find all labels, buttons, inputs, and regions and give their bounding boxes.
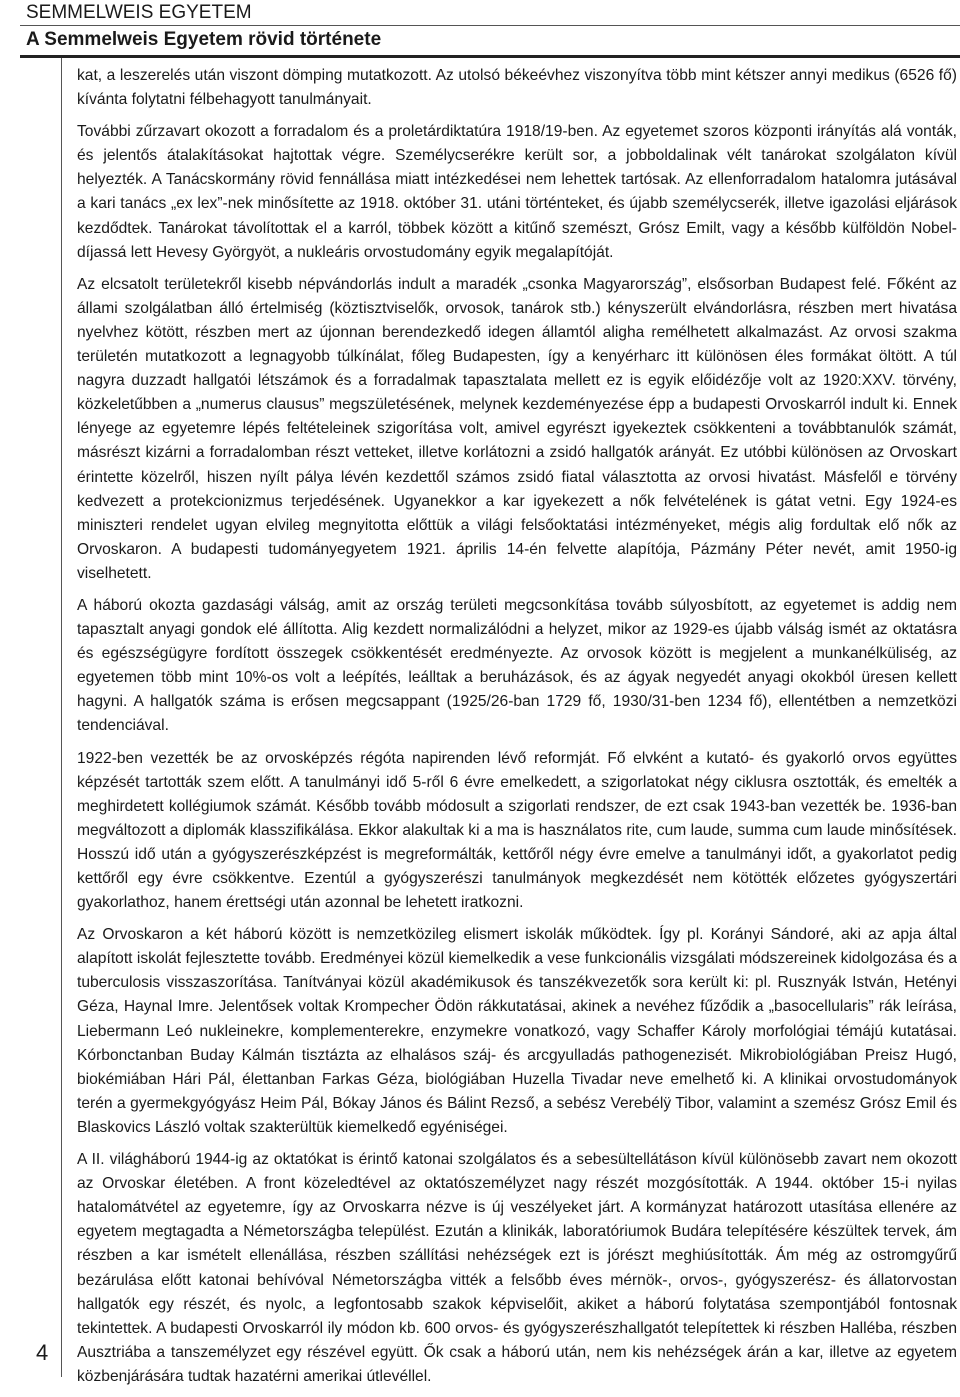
page-header — [0, 0, 960, 60]
paragraph: További zűrzavart okozott a forradalom és a proletárdiktatúra 1918/19-ben. Az egyetemet szoros központi irányítás alá vonták, és jelentős átalakításokat hajtottak végre. Személycserékre került sor, a jobboldalinak vélt tanárokat szolgálaton kívül helyezték. A Tanácskormány rövid fennállása miatt intézkedései nem lehettek tartósak. Az ellenforradalom hatalomra jutásával a kari tanács „ex lex”-nek minősítette az 1918. október 31. utáni történteket, és újabb személycserék, illetve igazolási eljárások kezdődtek. Tanárokat távolítottak el a karról, többek között a kitűnő szemészt, Grósz Emilt, vagy a később külföldön Nobel-díjassá lett Hevesy Györgyöt, a nukleáris orvostudomány egyik megalapítóját. — [77, 123, 957, 261]
body-text — [77, 64, 957, 1397]
paragraph: A háború okozta gazdasági válság, amit az ország területi megcsonkítása tovább súlyosbított, az egyetemet is addig nem tapasztalt anyagi gondok elé állította. Alig kezdett normalizálódni a helyzet, mikor az 1929-es újabb válság ismét az oktatásra és egészségügyre fordított összegek csökkentését eredményezte. Az orvosok között is megjelent a munkanélküliség, az egyetemen több mint 10%-os volt a leépítés, leálltak a beruházások, és az ágyak negyedét anyagi okokból üresen kellett hagyni. A hallgatók száma is erősen megcsappant (1925/26-ban 1729 fő, 1930/31-ben 1234 fő), ellentétben a nemzetközi tendenciával. — [77, 596, 957, 735]
section-title: A Semmelweis Egyetem rövid története — [26, 29, 382, 50]
paragraph: Az elcsatolt területekről kisebb népvándorlás indult a maradék „csonka Magyarország”, elsősorban Budapest felé. Főként az állami szolgálatban álló értelmiség (köztisztviselők, orvosok, tanárok stb.) kényszerült elvándorlásra, részben mert hivatása nyelvhez kötött, részben mert az újonnan berendezkedő idegen államtól aligha remélhetett alkalmazást. Az orvosi szakma területén mutatkozott a legnagyobb túlkínálat, főleg Budapesten, így a kenyérharc itt különösen éles formákat öltött. A túl nagyra duzzadt hallgatói létszámok és a forradalmak tapasztalata mellett ez is egyik előidézője volt az 1920:XXV. törvény, közkeletűbben a „numerus clausus” megszületésének, melynek kezdeményezése épp a budapesti Orvoskarról indult ki. Ennek lényege az egyetemre lépés feltételeinek szigorítása volt, amivel egyrészt igyekeztek csökkenteni a továbbtanulók számát, másrészt kizárni a forradalomban részt vetteket, illetve korlátozni a zsidó hallgatók arányát. Ez utóbbi különösen az Orvoskart érintette közelről, hiszen nyílt pálya lévén kezdettől számos zsidó fiatal választotta az orvosi hivatást. Másfelől e törvény kedvezett a protekcionizmus terjedésének. Ugyanekkor a kar igyekezett a nők felvételének is gátat vetni. Egy 1924-es miniszteri rendelet ugyan elvileg megnyitotta előttük a világi felsőoktatási intézményeket, mégis alig fordultak elő nők az Orvoskaron. A budapesti tudományegyetem 1921. április 14-én felvette alapítója, Pázmány Péter nevét, amit 1950-ig viselhetett. — [77, 275, 957, 582]
paragraph: A II. világháború 1944-ig az oktatókat is érintő katonai szolgálatos és a sebesültellátáson kívül különösebb zavart nem okozott az Orvoskar életében. A front közeledtével az oktatószemélyzet nagy részét mozgósították. A 1944. október 15-i nyilas hatalomátvétel az egyetemre, így az Orvoskarra nézve is új veszélyeket járt. A kormányzat határozott utasítása ellenére az egyetem megtagadta a Németországba települést. Ezután a klinikák, laboratóriumok Budára telepítésére készültek tervek, ám részben a kar ismételt ellenállása, részben szállítási nehézségek ezt is jórészt meghiúsították. Ám még az ostromgyűrű bezárulása előtt katonai behívóval Németországba vitték a felsőbb éves mérnök-, orvos-, gyógyszerész- és állatorvostan hallgatók egy részét, és nyolc, a legfontosabb szakok képviselőit, akiket a háború folytatása szempontjából fontosnak tekintettek. A budapesti Orvoskarról ily módon kb. 600 orvos- és gyógyszerészhallgatót telepítettek ki részben Halléba, részben Ausztriába a tanszemélyzet egy részével együtt. Ők csak a háború után, nem kis nehézségek árán a kar, illetve az egyetem közbenjárására tudtak hazatérni amerikai útlevéllel. — [77, 1151, 957, 1385]
paragraph: Az Orvoskaron a két háború között is nemzetközileg elismert iskolák működtek. Így pl. Korányi Sándoré, aki az apja által alapított iskolát fejlesztette tovább. Eredményei közül kiemelkedik a vese funkcionális vizsgálati módszereinek kidolgozása és a tuberculosis visszaszorítása. Tanítványai közül akadémikusok és tanszékvezetők sora került ki: pl. Rusznyák István, Hetényi Géza, Haynal Imre. Jelentősek voltak Krompecher Ödön rákkutatásai, akinek a nevéhez fűződik a „basocellularis” rák leírása, Liebermann Leó nukleinekre, komplementerekre, enzymekre vonatkozó, vagy Schaffer Károly morfológiai témájú kutatásai. Kórbonctanban Buday Kálmán tisztázta az elhalásos száj- és arcgyulladás pathogenezisét. Mikrobiológiában Preisz Hugó, biokémiában Hári Pál, élettanban Farkas Géza, biológiában Huzella Tivadar neve emelhető ki. A klinikai orvostudományok terén a gyermekgyógyász Heim Pál, Bókay János és Bálint Rezső, a sebész Verebélÿ Tibor, valamint a szemész Grósz Emil és Blaskovics László voltak szakterültük kiemelkedő egyéniségei. — [77, 926, 957, 1136]
header-divider — [20, 25, 960, 26]
page-number: 4 — [36, 1340, 49, 1365]
header-underline — [20, 55, 960, 58]
institution-name: SEMMELWEIS EGYETEM — [26, 2, 252, 23]
paragraph: 1922-ben vezették be az orvosképzés régóta napirenden lévő reformját. Fő elvként a kutató- és gyakorló orvos együttes képzését tartották szem előtt. A tanulmányi idő 5-ről 6 évre emelkedett, a szigorlatokat négy ciklusra osztották, és emelték a meghirdetett kollégiumok számát. Később tovább módosult a szigorlati rendszer, de ezt csak 1943-ban vezették be. 1936-ban megváltozott a diplomák klasszifikálása. Ekkor alakultak ki a ma is használatos rite, cum laude, summa cum laude minősítések. Hosszú idő után a gyógyszerészképzést is megreformálták, kettőről négy évre emelve a tanulmányi időt, a gyakorlatot pedig kettőről egy évre csökkentve. Ezentúl a gyógyszerészi tanulmányok megkezdését nem kötötték előzetes gyógyszertári gyakorlathoz, hanem érettségi után azonnal be lehetett iratkozni. — [77, 749, 957, 912]
paragraph: kat, a leszerelés után viszont dömping mutatkozott. Az utolsó békeévhez viszonyítva több mint kétszer annyi medikus (6526 fő) kívánta folytatni félbehagyott tanulmányait. — [77, 67, 957, 109]
margin-rule — [61, 58, 62, 1377]
